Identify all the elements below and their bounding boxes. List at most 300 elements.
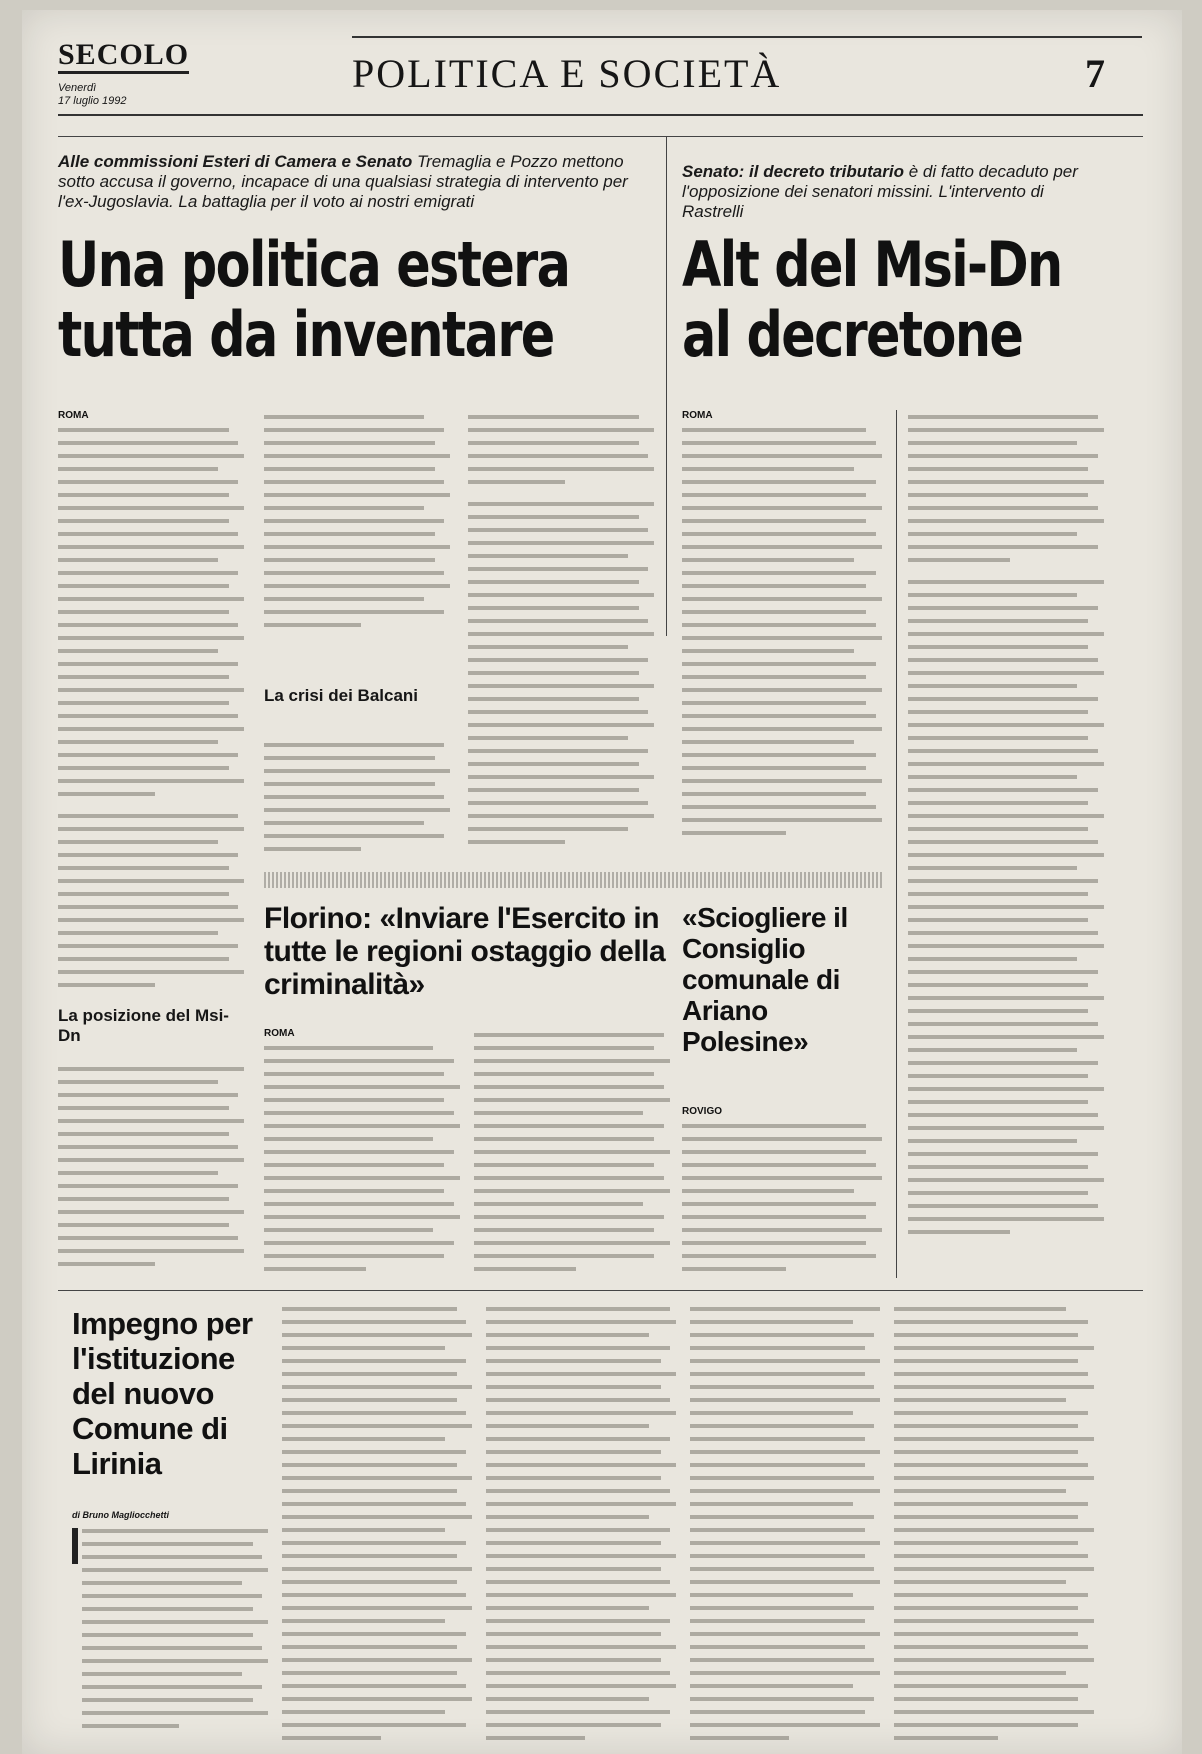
text-line (474, 1249, 670, 1262)
text-line (474, 1262, 670, 1275)
text-line (82, 1641, 268, 1654)
text-line (282, 1380, 472, 1393)
text-line (282, 1679, 472, 1692)
text-line (682, 1210, 882, 1223)
text-line (264, 816, 450, 829)
bottom-section-rule (58, 1290, 1143, 1291)
text-line (468, 653, 654, 666)
text-line (690, 1666, 880, 1679)
text-line (282, 1718, 472, 1731)
text-line (682, 813, 882, 826)
text-line (82, 1693, 268, 1706)
text-line (908, 1017, 1104, 1030)
text-line (908, 527, 1104, 540)
text-line (690, 1341, 880, 1354)
text-line (908, 718, 1104, 731)
text-line (690, 1562, 880, 1575)
text-line (908, 1004, 1104, 1017)
text-line (82, 1654, 268, 1667)
text-line (894, 1666, 1094, 1679)
text-line (282, 1575, 472, 1588)
text-line (682, 748, 882, 761)
text-line (486, 1575, 676, 1588)
text-line (894, 1640, 1094, 1653)
text-line (908, 809, 1104, 822)
text-line (908, 978, 1104, 991)
text-line (682, 436, 882, 449)
text-line (682, 683, 882, 696)
text-line (468, 796, 654, 809)
text-line (908, 796, 1104, 809)
lirinia-column-4 (690, 1302, 880, 1742)
text-line (682, 514, 882, 527)
text-line (486, 1471, 676, 1484)
newspaper-page (22, 10, 1182, 1754)
text-line (282, 1445, 472, 1458)
text-line (58, 1218, 244, 1231)
text-line (894, 1406, 1094, 1419)
text-line (486, 1497, 676, 1510)
text-line (468, 627, 654, 640)
text-line (908, 540, 1104, 553)
lead-headline: Una politica estera tutta da inventare (58, 228, 570, 371)
text-line (908, 991, 1104, 1004)
text-line (58, 1088, 244, 1101)
text-line (264, 751, 450, 764)
text-line (474, 1223, 670, 1236)
text-line (908, 783, 1104, 796)
text-line (908, 965, 1104, 978)
newspaper-logo: SECOLO (58, 38, 189, 72)
text-line (468, 536, 654, 549)
text-line (682, 618, 882, 631)
text-line (282, 1562, 472, 1575)
text-line (58, 774, 244, 787)
text-line (682, 631, 882, 644)
text-line (264, 1262, 460, 1275)
text-line (264, 488, 450, 501)
text-line (468, 822, 654, 835)
text-line (486, 1549, 676, 1562)
text-line (264, 1210, 460, 1223)
text-line (682, 735, 882, 748)
text-line (690, 1692, 880, 1705)
text-line (282, 1549, 472, 1562)
text-line (282, 1510, 472, 1523)
text-line (690, 1432, 880, 1445)
text-line (908, 449, 1104, 462)
text-line (486, 1588, 676, 1601)
text-line (908, 575, 1104, 588)
text-line (58, 514, 244, 527)
text-line (282, 1705, 472, 1718)
text-line (58, 1062, 244, 1075)
text-line (468, 809, 654, 822)
text-line (58, 605, 244, 618)
text-line (58, 462, 244, 475)
text-line (908, 887, 1104, 900)
text-line (264, 1158, 460, 1171)
text-line (682, 1197, 882, 1210)
text-line (486, 1432, 676, 1445)
side-kicker: Senato: il decreto tributario è di fatto decaduto per l'opposizione dei senatori missini. L'intervento di Rastrelli (682, 162, 1078, 221)
lead-column-1b (58, 1062, 244, 1280)
text-line (486, 1406, 676, 1419)
lead-column-2b (264, 738, 450, 856)
text-line (908, 1108, 1104, 1121)
text-line (58, 861, 244, 874)
text-line (468, 783, 654, 796)
text-line (58, 822, 244, 835)
text-line (282, 1731, 472, 1742)
text-line (468, 410, 654, 423)
text-line (486, 1562, 676, 1575)
text-line (486, 1692, 676, 1705)
text-line (468, 640, 654, 653)
text-line (908, 423, 1104, 436)
text-line (486, 1614, 676, 1627)
text-line (682, 488, 882, 501)
text-line (264, 1145, 460, 1158)
text-line (682, 527, 882, 540)
text-line (264, 1041, 460, 1054)
text-line (908, 1030, 1104, 1043)
text-line (264, 1054, 460, 1067)
text-line (908, 601, 1104, 614)
text-line (690, 1484, 880, 1497)
lead-column-1 (58, 410, 244, 1000)
subhead-posizione-msi: La posizione del Msi-Dn (58, 1006, 229, 1045)
text-line (58, 527, 244, 540)
text-line (58, 1231, 244, 1244)
text-line (908, 488, 1104, 501)
text-line (468, 705, 654, 718)
text-line (894, 1653, 1094, 1666)
separator-rule (264, 872, 884, 888)
text-line (486, 1705, 676, 1718)
text-line (690, 1497, 880, 1510)
text-line (82, 1563, 268, 1576)
text-line (474, 1106, 670, 1119)
text-line (468, 562, 654, 575)
text-line (264, 1171, 460, 1184)
text-line (486, 1510, 676, 1523)
text-line (690, 1328, 880, 1341)
text-line (908, 1212, 1104, 1225)
text-line (908, 861, 1104, 874)
text-line (486, 1666, 676, 1679)
section-title: POLITICA E SOCIETÀ (352, 51, 782, 96)
text-line (908, 410, 1104, 423)
text-line (690, 1627, 880, 1640)
text-line (58, 436, 244, 449)
text-line (908, 666, 1104, 679)
text-line (58, 501, 244, 514)
florino-headline: Florino: «Inviare l'Esercito in tutte le regioni ostaggio della criminalità» (264, 902, 666, 1001)
text-line (908, 757, 1104, 770)
text-line (908, 1095, 1104, 1108)
text-line (908, 744, 1104, 757)
ariano-headline: «Sciogliere il Consiglio comunale di Ariano Polesine» (682, 902, 848, 1057)
text-line (474, 1041, 670, 1054)
text-line (282, 1692, 472, 1705)
text-line (894, 1562, 1094, 1575)
text-line (468, 462, 654, 475)
text-line (682, 579, 882, 592)
text-line (264, 592, 450, 605)
text-line (264, 1197, 460, 1210)
text-line (82, 1524, 268, 1537)
column-divider-top (666, 136, 667, 636)
text-line (894, 1679, 1094, 1692)
text-line (58, 592, 244, 605)
text-line (682, 540, 882, 553)
text-line (468, 523, 654, 536)
text-line (894, 1302, 1094, 1315)
text-line (682, 644, 882, 657)
text-line (468, 449, 654, 462)
text-line (282, 1432, 472, 1445)
text-line (690, 1679, 880, 1692)
text-line (474, 1158, 670, 1171)
text-line (682, 475, 882, 488)
text-line (282, 1354, 472, 1367)
text-line (682, 449, 882, 462)
dateline: ROVIGO (682, 1106, 723, 1117)
text-line (908, 731, 1104, 744)
text-line (468, 770, 654, 783)
text-line (682, 670, 882, 683)
text-line (264, 410, 450, 423)
text-line (486, 1380, 676, 1393)
text-line (682, 605, 882, 618)
text-line (690, 1718, 880, 1731)
text-line (908, 640, 1104, 653)
text-line (690, 1393, 880, 1406)
text-line (690, 1523, 880, 1536)
text-line (894, 1705, 1094, 1718)
text-line (58, 913, 244, 926)
text-line (894, 1588, 1094, 1601)
text-line (682, 787, 882, 800)
text-line (682, 423, 882, 436)
text-line (58, 709, 244, 722)
text-line (264, 540, 450, 553)
text-line (908, 1134, 1104, 1147)
lirinia-column-1 (82, 1524, 268, 1744)
lirinia-column-5 (894, 1302, 1094, 1742)
masthead-rule (352, 36, 1142, 38)
text-line (282, 1614, 472, 1627)
text-line (690, 1471, 880, 1484)
text-line (894, 1731, 1094, 1742)
side-column-2 (908, 410, 1104, 1280)
drop-cap (72, 1528, 78, 1564)
text-line (58, 952, 244, 965)
text-line (264, 566, 450, 579)
text-line (264, 1067, 460, 1080)
text-line (690, 1458, 880, 1471)
text-line (474, 1067, 670, 1080)
text-line (58, 1179, 244, 1192)
text-line (894, 1328, 1094, 1341)
text-line (264, 790, 450, 803)
text-line (474, 1171, 670, 1184)
text-line (894, 1393, 1094, 1406)
text-line (264, 1184, 460, 1197)
text-line (690, 1315, 880, 1328)
text-line (486, 1445, 676, 1458)
text-line (282, 1484, 472, 1497)
text-line (486, 1328, 676, 1341)
text-line (58, 900, 244, 913)
text-line (264, 1093, 460, 1106)
text-line (908, 874, 1104, 887)
text-line (58, 1153, 244, 1166)
dateline: ROMA (58, 410, 89, 421)
text-line (690, 1731, 880, 1742)
text-line (58, 683, 244, 696)
text-line (690, 1367, 880, 1380)
text-line (468, 757, 654, 770)
text-line (690, 1705, 880, 1718)
text-line (908, 1199, 1104, 1212)
text-line (82, 1576, 268, 1589)
text-line (58, 926, 244, 939)
text-line (58, 761, 244, 774)
text-line (468, 744, 654, 757)
text-line (908, 952, 1104, 965)
text-line (264, 1132, 460, 1145)
text-line (486, 1302, 676, 1315)
text-line (58, 449, 244, 462)
text-line (58, 657, 244, 670)
text-line (264, 462, 450, 475)
text-line (264, 423, 450, 436)
text-line (468, 475, 654, 488)
text-line (282, 1497, 472, 1510)
text-line (264, 1119, 460, 1132)
text-line (58, 939, 244, 952)
text-line (82, 1537, 268, 1550)
text-line (682, 1145, 882, 1158)
florino-column-1 (264, 1028, 460, 1280)
side-headline: Alt del Msi-Dn al decretone (682, 228, 1062, 371)
text-line (894, 1510, 1094, 1523)
text-line (908, 1069, 1104, 1082)
text-line (486, 1354, 676, 1367)
text-line (682, 462, 882, 475)
text-line (58, 1192, 244, 1205)
text-line (908, 653, 1104, 666)
text-line (264, 842, 450, 855)
text-line (58, 579, 244, 592)
text-line (264, 764, 450, 777)
text-line (908, 1121, 1104, 1134)
text-line (908, 1173, 1104, 1186)
text-line (264, 436, 450, 449)
text-line (682, 722, 882, 735)
text-line (894, 1484, 1094, 1497)
issue-date: Venerdì 17 luglio 1992 (58, 82, 127, 107)
text-line (282, 1653, 472, 1666)
text-line (264, 1080, 460, 1093)
text-line (282, 1588, 472, 1601)
text-line (486, 1653, 676, 1666)
text-line (908, 822, 1104, 835)
text-line (58, 553, 244, 566)
lead-column-3 (468, 410, 654, 856)
text-line (58, 1140, 244, 1153)
text-line (682, 1262, 882, 1275)
text-line (468, 588, 654, 601)
text-line (264, 579, 450, 592)
text-line (908, 705, 1104, 718)
text-line (690, 1536, 880, 1549)
text-line (486, 1458, 676, 1471)
text-line (82, 1680, 268, 1693)
text-line (58, 748, 244, 761)
text-line (58, 809, 244, 822)
text-line (474, 1184, 670, 1197)
text-line (486, 1393, 676, 1406)
text-line (468, 666, 654, 679)
text-line (908, 1056, 1104, 1069)
text-line (264, 449, 450, 462)
text-line (894, 1536, 1094, 1549)
text-line (468, 510, 654, 523)
text-line (690, 1588, 880, 1601)
text-line (474, 1028, 670, 1041)
text-line (908, 1160, 1104, 1173)
text-line (486, 1718, 676, 1731)
text-line (468, 497, 654, 510)
text-line (682, 774, 882, 787)
text-line (682, 1236, 882, 1249)
lirinia-column-3 (486, 1302, 676, 1742)
text-line (58, 1205, 244, 1218)
page-number: 7 (1085, 51, 1105, 96)
text-line (468, 718, 654, 731)
text-line (682, 1132, 882, 1145)
lead-kicker: Alle commissioni Esteri di Camera e Senato Tremaglia e Pozzo mettono sotto accusa il governo, incapace di una qualsiasi strategia di intervento per l'ex-Jugoslavia. La battaglia per il voto ai nostri emigrati (58, 152, 628, 211)
text-line (468, 575, 654, 588)
text-line (264, 501, 450, 514)
text-line (474, 1132, 670, 1145)
text-line (58, 488, 244, 501)
text-line (908, 514, 1104, 527)
text-line (894, 1575, 1094, 1588)
text-line (894, 1458, 1094, 1471)
text-line (894, 1432, 1094, 1445)
text-line (58, 540, 244, 553)
text-line (58, 848, 244, 861)
text-line (82, 1719, 268, 1732)
text-line (908, 501, 1104, 514)
text-line (894, 1718, 1094, 1731)
text-line (468, 549, 654, 562)
text-line (82, 1628, 268, 1641)
text-line (58, 670, 244, 683)
text-line (282, 1341, 472, 1354)
text-line (908, 835, 1104, 848)
text-line (82, 1550, 268, 1563)
ariano-column (682, 1106, 882, 1280)
text-line (894, 1341, 1094, 1354)
text-line (894, 1627, 1094, 1640)
text-line (908, 1082, 1104, 1095)
text-line (894, 1380, 1094, 1393)
